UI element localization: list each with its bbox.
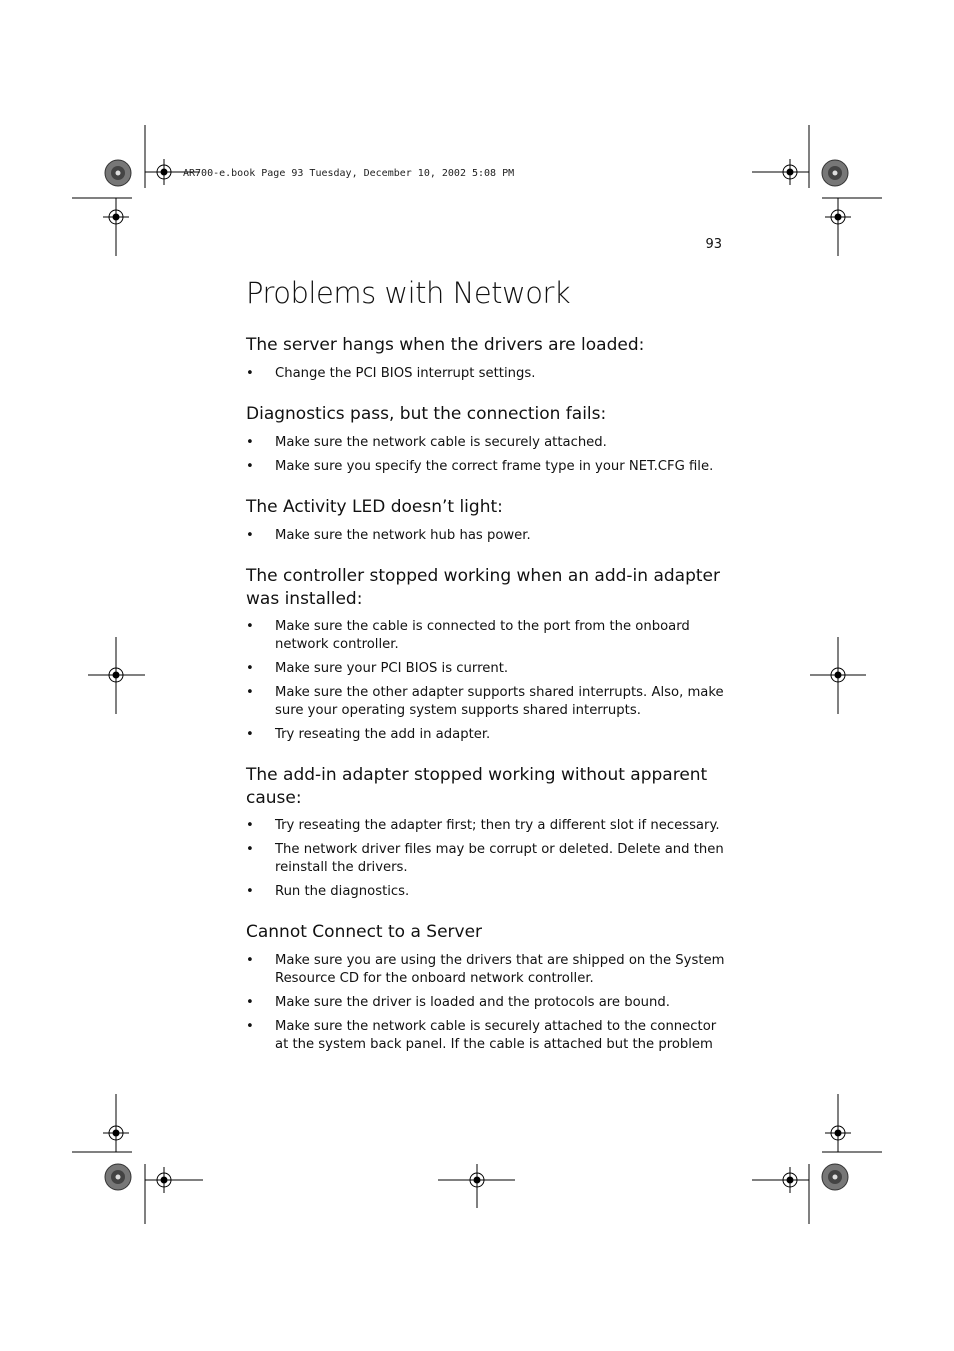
bullet-icon: • <box>246 528 254 543</box>
bullet-icon: • <box>246 995 254 1010</box>
list-item <box>246 527 726 545</box>
list-item <box>246 841 726 876</box>
page-number: 93 <box>705 237 722 252</box>
list-item <box>246 1018 726 1053</box>
list-item <box>246 817 726 835</box>
section-heading: The Activity LED doesn’t light: <box>246 497 503 517</box>
list-item <box>246 952 726 987</box>
list-item-text: Make sure the network hub has power. <box>275 528 531 543</box>
list-item-text: Try reseating the adapter first; then try a different slot if necessary. <box>275 818 720 833</box>
list-item-text: Run the diagnostics. <box>275 884 410 899</box>
list-item-text: Make sure you are using the drivers that are shipped on the System Resource CD for the onboard network controller. <box>275 953 725 986</box>
list-item-text: Make sure your PCI BIOS is current. <box>275 661 509 676</box>
section-heading: Cannot Connect to a Server <box>246 922 483 942</box>
list-item-text: Make sure the network cable is securely attached. <box>275 435 607 450</box>
bullet-icon: • <box>246 818 254 833</box>
list-item-text: Make sure the network cable is securely attached to the connector at the system back panel. If the cable is attached but the problem <box>275 1019 717 1052</box>
print-slug: AR700-e.book Page 93 Tuesday, December 10, 2002 5:08 PM <box>183 168 515 179</box>
list-item <box>246 883 726 901</box>
list-item <box>246 994 726 1012</box>
list-item-text: Make sure the driver is loaded and the protocols are bound. <box>275 995 670 1010</box>
bullet-icon: • <box>246 1019 254 1034</box>
bullet-icon: • <box>246 842 254 857</box>
list-item <box>246 684 726 719</box>
list-item-text: Try reseating the add in adapter. <box>275 727 491 742</box>
bullet-icon: • <box>246 727 254 742</box>
list-item <box>246 458 726 476</box>
list-item-text: Make sure the cable is connected to the port from the onboard network controller. <box>275 619 690 652</box>
list-item <box>246 726 726 744</box>
section-heading: The add-in adapter stopped working without apparent cause: <box>246 765 708 808</box>
bullet-icon: • <box>246 459 254 474</box>
section-heading: The controller stopped working when an add-in adapter was installed: <box>246 566 720 609</box>
list-item <box>246 434 726 452</box>
section-heading: The server hangs when the drivers are loaded: <box>246 335 645 355</box>
list-item <box>246 660 726 678</box>
bullet-icon: • <box>246 619 254 634</box>
list-item <box>246 618 726 653</box>
list-item <box>246 365 726 383</box>
bullet-icon: • <box>246 661 254 676</box>
bullet-icon: • <box>246 884 254 899</box>
section-heading: Diagnostics pass, but the connection fails: <box>246 404 607 424</box>
page-title: Problems with Network <box>246 276 571 310</box>
list-item-text: Change the PCI BIOS interrupt settings. <box>275 366 536 381</box>
bullet-icon: • <box>246 366 254 381</box>
bullet-icon: • <box>246 685 254 700</box>
list-item-text: Make sure the other adapter supports shared interrupts. Also, make sure your operating system supports shared interrupts. <box>275 685 724 718</box>
bullet-icon: • <box>246 953 254 968</box>
list-item-text: The network driver files may be corrupt or deleted. Delete and then reinstall the drivers. <box>275 842 724 875</box>
bullet-icon: • <box>246 435 254 450</box>
list-item-text: Make sure you specify the correct frame type in your NET.CFG file. <box>275 459 714 474</box>
